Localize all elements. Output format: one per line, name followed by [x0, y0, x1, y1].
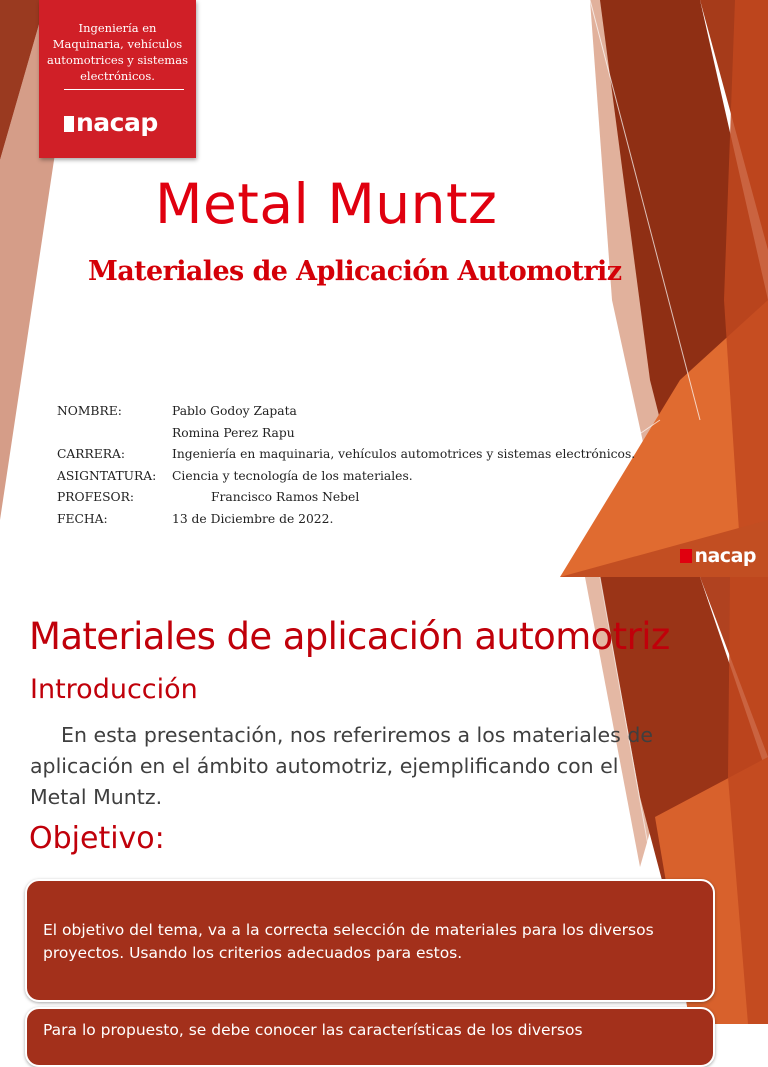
slide-heading: Materiales de aplicación automotriz — [29, 615, 670, 658]
info-value: Francisco Ramos Nebel — [211, 490, 360, 504]
next-box — [25, 1007, 715, 1067]
corner-logo — [680, 545, 756, 567]
logo-square-icon — [680, 549, 692, 563]
info-value: 13 de Diciembre de 2022. — [172, 511, 334, 526]
slide-subtitle: Materiales de Aplicación Automotriz — [88, 256, 622, 287]
intro-heading: Introducción — [30, 674, 198, 705]
info-label: FECHA: — [57, 511, 108, 526]
info-value: Ciencia y tecnología de los materiales. — [172, 468, 413, 483]
inacap-logo — [64, 108, 158, 137]
info-value: Romina Perez Rapu — [172, 425, 295, 440]
info-label: PROFESOR: — [57, 490, 135, 504]
intro-paragraph — [30, 720, 680, 813]
info-label: CARRERA: — [57, 447, 126, 461]
banner-text: Ingeniería en Maquinaria, vehículos automotrices y sistemas electrónicos. — [47, 21, 188, 83]
info-label: NOMBRE: — [57, 404, 122, 418]
objective-heading: Objetivo: — [29, 821, 165, 856]
objective-text: El objetivo del tema, va a la correcta selección de materiales para los diversos proyectos. Usando los criterios adecuados para estos. — [43, 921, 654, 962]
slide-title: Metal Muntz — [155, 172, 498, 236]
banner-divider — [64, 89, 184, 90]
content-slide — [0, 577, 768, 1039]
info-label: ASIGNTATURA: — [57, 468, 157, 483]
brand-banner — [39, 0, 196, 158]
objective-box — [25, 879, 715, 1002]
logo-text: nacap — [76, 108, 158, 137]
intro-text: En esta presentación, nos referiremos a los materiales de aplicación en el ámbito automotriz, ejemplificando con el Metal Muntz. — [30, 723, 653, 809]
next-box-text: Para lo propuesto, se debe conocer las características de los diversos — [43, 1021, 583, 1039]
info-value: Ingeniería en maquinaria, vehículos automotrices y sistemas electrónicos. — [172, 447, 636, 461]
logo-text: nacap — [694, 545, 756, 567]
info-value: Pablo Godoy Zapata — [172, 404, 297, 418]
logo-square-icon — [64, 116, 74, 132]
